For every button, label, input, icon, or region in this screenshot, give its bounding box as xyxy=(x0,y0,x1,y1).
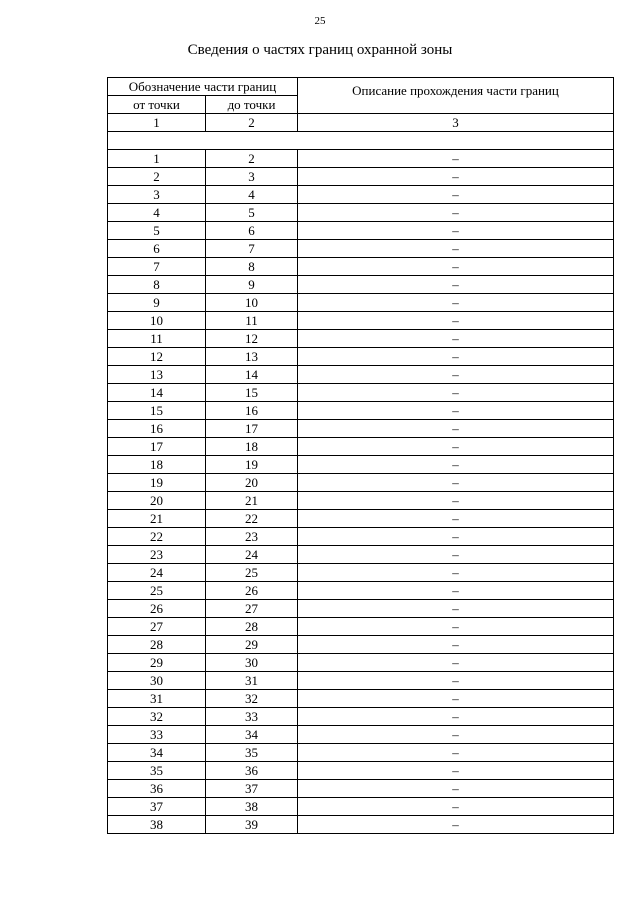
from-point-cell: 31 xyxy=(108,690,206,708)
table-row xyxy=(108,402,614,420)
description-header: Описание прохождения части границ xyxy=(298,78,614,114)
to-point-cell: 9 xyxy=(206,276,298,294)
to-point-cell: 7 xyxy=(206,240,298,258)
to-point-cell: 16 xyxy=(206,402,298,420)
description-cell: – xyxy=(298,618,614,636)
from-point-cell: 22 xyxy=(108,528,206,546)
designation-header: Обозначение части границ xyxy=(108,78,298,96)
table-row xyxy=(108,672,614,690)
to-point-cell: 39 xyxy=(206,816,298,834)
description-cell: – xyxy=(298,438,614,456)
from-point-cell: 8 xyxy=(108,276,206,294)
table-row xyxy=(108,690,614,708)
table-row xyxy=(108,384,614,402)
from-point-cell: 17 xyxy=(108,438,206,456)
description-cell: – xyxy=(298,510,614,528)
to-point-cell: 31 xyxy=(206,672,298,690)
table-row xyxy=(108,330,614,348)
table-row xyxy=(108,276,614,294)
to-point-cell: 14 xyxy=(206,366,298,384)
to-point-cell: 36 xyxy=(206,762,298,780)
description-cell: – xyxy=(298,312,614,330)
from-point-cell: 6 xyxy=(108,240,206,258)
to-point-cell: 11 xyxy=(206,312,298,330)
table-row xyxy=(108,420,614,438)
table-row xyxy=(108,798,614,816)
to-point-cell: 26 xyxy=(206,582,298,600)
from-point-cell: 1 xyxy=(108,150,206,168)
description-cell: – xyxy=(298,582,614,600)
from-point-cell: 34 xyxy=(108,744,206,762)
description-cell: – xyxy=(298,348,614,366)
to-point-cell: 8 xyxy=(206,258,298,276)
page-number: 25 xyxy=(314,15,326,27)
table-row xyxy=(108,474,614,492)
from-point-cell: 15 xyxy=(108,402,206,420)
description-cell: – xyxy=(298,330,614,348)
page-title: Сведения о частях границ охранной зоны xyxy=(187,42,453,58)
from-point-cell: 35 xyxy=(108,762,206,780)
description-cell: – xyxy=(298,402,614,420)
description-cell: – xyxy=(298,492,614,510)
to-point-cell: 15 xyxy=(206,384,298,402)
from-point-cell: 26 xyxy=(108,600,206,618)
table-row xyxy=(108,528,614,546)
to-point-cell: 6 xyxy=(206,222,298,240)
table-row xyxy=(108,564,614,582)
to-point-cell: 30 xyxy=(206,654,298,672)
from-point-cell: 19 xyxy=(108,474,206,492)
description-cell: – xyxy=(298,726,614,744)
column-number-2: 2 xyxy=(206,114,298,132)
from-point-cell: 36 xyxy=(108,780,206,798)
from-point-cell: 23 xyxy=(108,546,206,564)
description-cell: – xyxy=(298,762,614,780)
table-row xyxy=(108,348,614,366)
description-cell: – xyxy=(298,168,614,186)
to-point-cell: 3 xyxy=(206,168,298,186)
from-point-cell: 5 xyxy=(108,222,206,240)
from-point-cell: 38 xyxy=(108,816,206,834)
description-cell: – xyxy=(298,546,614,564)
to-point-cell: 4 xyxy=(206,186,298,204)
description-cell: – xyxy=(298,474,614,492)
from-point-cell: 13 xyxy=(108,366,206,384)
table-row xyxy=(108,240,614,258)
description-cell: – xyxy=(298,690,614,708)
description-cell: – xyxy=(298,744,614,762)
table-row xyxy=(108,510,614,528)
table-row xyxy=(108,618,614,636)
table-row xyxy=(108,780,614,798)
to-point-cell: 27 xyxy=(206,600,298,618)
from-point-cell: 24 xyxy=(108,564,206,582)
description-cell: – xyxy=(298,528,614,546)
to-point-cell: 20 xyxy=(206,474,298,492)
from-point-cell: 3 xyxy=(108,186,206,204)
to-point-cell: 13 xyxy=(206,348,298,366)
description-cell: – xyxy=(298,204,614,222)
from-point-cell: 28 xyxy=(108,636,206,654)
from-point-cell: 12 xyxy=(108,348,206,366)
description-cell: – xyxy=(298,600,614,618)
table-row xyxy=(108,492,614,510)
boundary-parts-table xyxy=(107,77,614,834)
description-cell: – xyxy=(298,654,614,672)
table-body xyxy=(108,150,614,834)
from-point-cell: 33 xyxy=(108,726,206,744)
description-cell: – xyxy=(298,456,614,474)
from-point-cell: 30 xyxy=(108,672,206,690)
to-point-cell: 35 xyxy=(206,744,298,762)
description-cell: – xyxy=(298,276,614,294)
table-row xyxy=(108,816,614,834)
to-point-cell: 28 xyxy=(206,618,298,636)
to-point-cell: 10 xyxy=(206,294,298,312)
from-point-cell: 4 xyxy=(108,204,206,222)
column-number-1: 1 xyxy=(108,114,206,132)
from-point-cell: 25 xyxy=(108,582,206,600)
table-row xyxy=(108,600,614,618)
empty-row xyxy=(108,132,614,150)
table-row xyxy=(108,366,614,384)
to-point-cell: 17 xyxy=(206,420,298,438)
table-row xyxy=(108,654,614,672)
to-point-cell: 12 xyxy=(206,330,298,348)
description-cell: – xyxy=(298,798,614,816)
to-point-cell: 32 xyxy=(206,690,298,708)
from-point-cell: 16 xyxy=(108,420,206,438)
table-row xyxy=(108,438,614,456)
to-point-cell: 34 xyxy=(206,726,298,744)
to-point-cell: 5 xyxy=(206,204,298,222)
from-point-cell: 21 xyxy=(108,510,206,528)
from-point-cell: 10 xyxy=(108,312,206,330)
from-point-cell: 9 xyxy=(108,294,206,312)
table-row xyxy=(108,546,614,564)
description-cell: – xyxy=(298,366,614,384)
description-cell: – xyxy=(298,258,614,276)
table-row xyxy=(108,744,614,762)
from-point-header: от точки xyxy=(108,96,206,114)
to-point-cell: 38 xyxy=(206,798,298,816)
table-row xyxy=(108,636,614,654)
description-cell: – xyxy=(298,384,614,402)
from-point-cell: 27 xyxy=(108,618,206,636)
from-point-cell: 11 xyxy=(108,330,206,348)
to-point-cell: 24 xyxy=(206,546,298,564)
description-cell: – xyxy=(298,186,614,204)
from-point-cell: 20 xyxy=(108,492,206,510)
to-point-cell: 22 xyxy=(206,510,298,528)
from-point-cell: 18 xyxy=(108,456,206,474)
table-row xyxy=(108,186,614,204)
to-point-cell: 25 xyxy=(206,564,298,582)
table-row xyxy=(108,456,614,474)
from-point-cell: 29 xyxy=(108,654,206,672)
description-cell: – xyxy=(298,672,614,690)
table-row xyxy=(108,222,614,240)
table-row xyxy=(108,312,614,330)
description-cell: – xyxy=(298,636,614,654)
to-point-cell: 29 xyxy=(206,636,298,654)
description-cell: – xyxy=(298,564,614,582)
table-row xyxy=(108,294,614,312)
to-point-cell: 18 xyxy=(206,438,298,456)
from-point-cell: 32 xyxy=(108,708,206,726)
table-row xyxy=(108,204,614,222)
column-number-3: 3 xyxy=(298,114,614,132)
to-point-header: до точки xyxy=(206,96,298,114)
table-row xyxy=(108,726,614,744)
empty-cell xyxy=(108,132,614,150)
description-cell: – xyxy=(298,150,614,168)
to-point-cell: 2 xyxy=(206,150,298,168)
from-point-cell: 14 xyxy=(108,384,206,402)
description-cell: – xyxy=(298,294,614,312)
from-point-cell: 37 xyxy=(108,798,206,816)
table-row xyxy=(108,258,614,276)
to-point-cell: 33 xyxy=(206,708,298,726)
description-cell: – xyxy=(298,240,614,258)
table-row xyxy=(108,708,614,726)
description-cell: – xyxy=(298,222,614,240)
description-cell: – xyxy=(298,816,614,834)
table-row xyxy=(108,762,614,780)
table-row xyxy=(108,582,614,600)
description-cell: – xyxy=(298,420,614,438)
table-row xyxy=(108,168,614,186)
to-point-cell: 23 xyxy=(206,528,298,546)
from-point-cell: 7 xyxy=(108,258,206,276)
to-point-cell: 37 xyxy=(206,780,298,798)
description-cell: – xyxy=(298,780,614,798)
table-row xyxy=(108,150,614,168)
from-point-cell: 2 xyxy=(108,168,206,186)
to-point-cell: 21 xyxy=(206,492,298,510)
description-cell: – xyxy=(298,708,614,726)
to-point-cell: 19 xyxy=(206,456,298,474)
